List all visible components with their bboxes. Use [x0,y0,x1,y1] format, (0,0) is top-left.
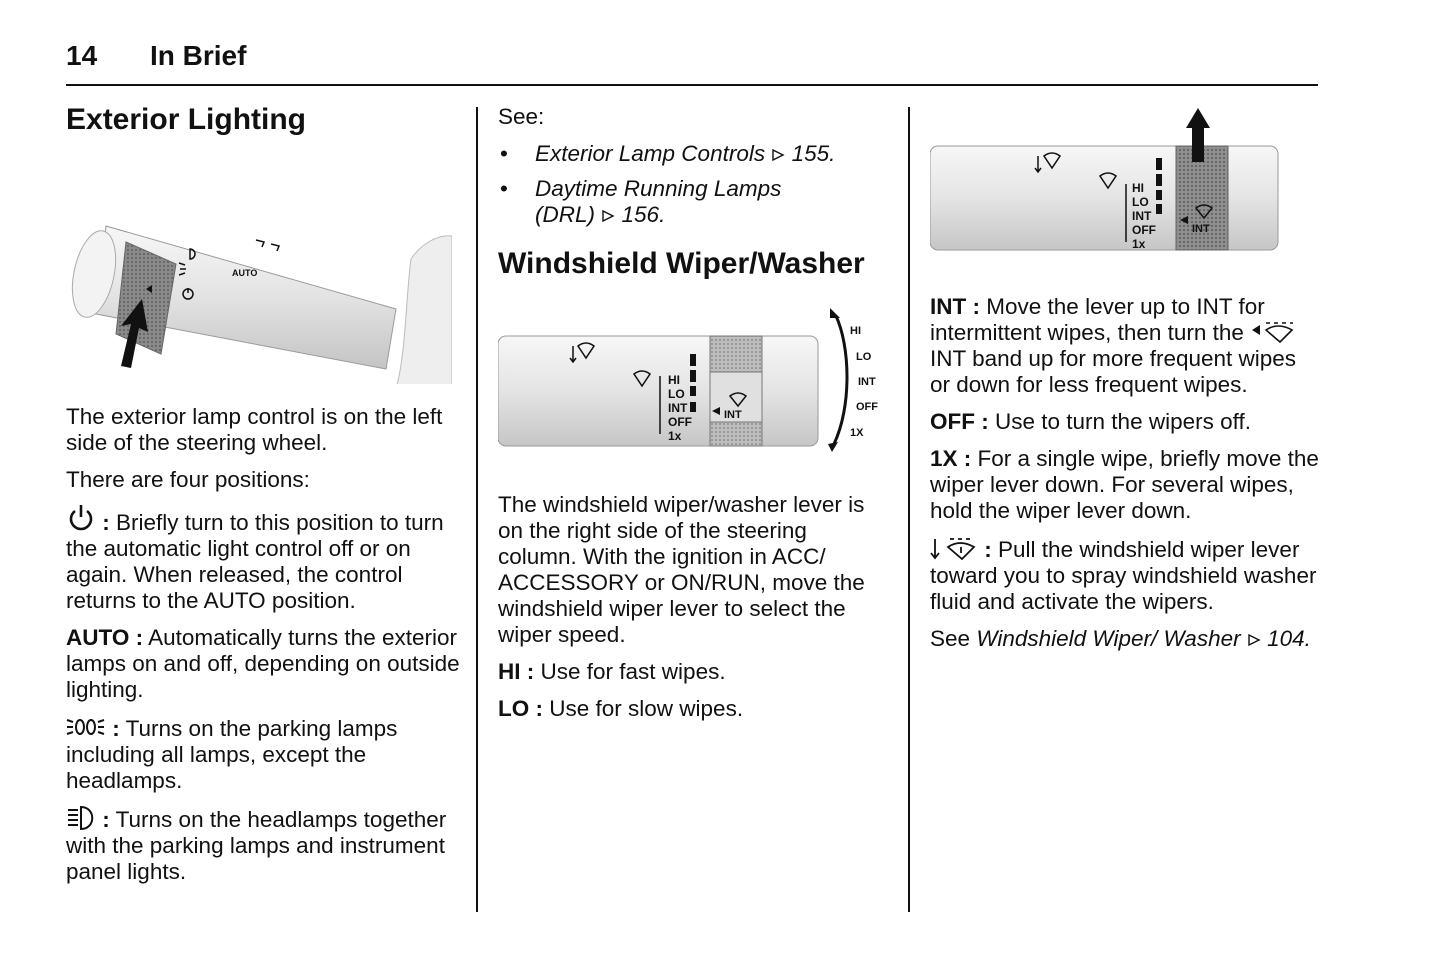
lever-label: LO [668,387,685,401]
power-icon [66,504,96,532]
parking-separator: : [112,716,120,741]
see-page: 104 [1267,626,1305,651]
heading-exterior-lighting: Exterior Lighting [66,103,306,136]
lo-description: Use for slow wipes. [549,696,744,721]
lever-label: 1x [1132,237,1146,251]
scale-label: LO [856,351,872,363]
lever-label: INT [668,401,688,415]
band-int-label: INT [724,409,742,421]
auto-position-item [66,625,461,703]
lever-label: HI [668,373,680,387]
reference-title: Exterior Lamp Controls [535,141,766,166]
scale-label: INT [858,376,876,388]
page-reference-arrow-icon [601,208,615,224]
lever-label: HI [1132,181,1144,195]
power-separator: : [102,510,110,535]
headlamp-description: Turns on the headlamps together with the parking lamps and instrument panel lights. [66,807,447,884]
washer-separator: : [984,537,992,562]
parking-lamps-icon [66,714,106,740]
hi-description: Use for fast wipes. [540,659,726,684]
off-term: OFF : [930,409,989,434]
power-description: Briefly turn to this position to turn the automatic light control off or on again. When released, the control returns to the AUTO position. [66,510,444,613]
reference-end: . [829,141,836,166]
column-wiper-continued [930,104,1320,663]
column-divider [476,107,478,912]
column-divider [908,107,910,912]
page-reference-arrow-icon [771,147,785,163]
auto-term: AUTO : [66,625,144,650]
power-position-item [66,504,461,614]
positions-intro: There are four positions: [66,467,310,492]
see-end: . [1304,626,1311,651]
reference-item [498,141,883,167]
parking-lamps-item [66,714,461,794]
lever-label: OFF [668,415,692,429]
lo-term: LO : [498,696,543,721]
scale-label: HI [850,325,861,337]
lo-item [498,696,883,722]
int-description-a: Move the lever up to INT for intermittent wipes, then turn the [930,294,1265,345]
page-number: 14 [66,40,98,71]
hi-term: HI : [498,659,535,684]
wiper-intro-text: The windshield wiper/washer lever is on the right side of the steering column. With the ignition in ACC/ ACCESSORY or ON/RUN, move the windshield wiper lever to select the wiper speed. [498,492,865,647]
band-int-label: INT [1192,223,1210,235]
reference-end: . [659,202,666,227]
one-x-item [930,446,1320,524]
int-term: INT : [930,294,980,319]
one-x-description: For a single wipe, briefly move the wiper lever down. For several wipes, hold the wiper lever down. [930,446,1319,523]
washer-item [930,535,1320,615]
reference-title: Daytime Running Lamps [535,176,782,201]
washer-description: Pull the windshield wiper lever toward you to spray windshield washer fluid and activate the wipers. [930,537,1317,614]
lamp-control-lever-illustration [66,164,452,384]
scale-label: OFF [856,401,878,413]
auto-description: Automatically turns the exterior lamps on and off, depending on outside lighting. [66,625,460,702]
off-description: Use to turn the wipers off. [995,409,1251,434]
see-prefix: See [930,626,971,651]
page-reference-arrow-icon [1247,632,1261,648]
intermittent-wiper-icon [1250,320,1294,344]
lever-label: OFF [1132,223,1156,237]
reference-page: 156 [621,202,660,227]
scale-label: 1X [850,427,864,439]
bullet-dot: • [500,176,508,201]
section-title: In Brief [150,40,247,71]
one-x-term: 1X : [930,446,972,471]
hi-item [498,659,883,685]
parking-description: Turns on the parking lamps including all lamps, except the headlamps. [66,716,398,793]
reference-page: 155 [791,141,830,166]
int-item [930,294,1320,398]
headlamps-item [66,805,461,885]
auto-figure-label: AUTO [232,268,258,278]
reference-item [498,176,883,228]
wiper-lever-illustration [498,306,883,456]
heading-windshield-wiper: Windshield Wiper/Washer [498,247,865,280]
see-label: See: [498,104,545,129]
bullet-dot: • [500,141,508,166]
see-title: Windshield Wiper/ Washer [976,626,1241,651]
off-item [930,409,1320,435]
lever-label: INT [1132,209,1152,223]
see-also-item [930,626,1320,652]
column-wiper [498,104,883,733]
lever-label: LO [1132,195,1149,209]
headlamp-separator: : [102,807,110,832]
column-exterior-lighting [66,100,461,896]
page-header [66,38,1318,86]
wiper-lever-pull-illustration [930,104,1280,254]
int-description-b: INT band up for more frequent wipes or down for less frequent wipes. [930,346,1297,397]
washer-icon [930,535,978,561]
reference-title-cont: (DRL) [535,202,595,227]
lever-label: 1x [668,429,682,443]
headlamp-icon [66,805,96,831]
intro-text: The exterior lamp control is on the left side of the steering wheel. [66,404,443,455]
